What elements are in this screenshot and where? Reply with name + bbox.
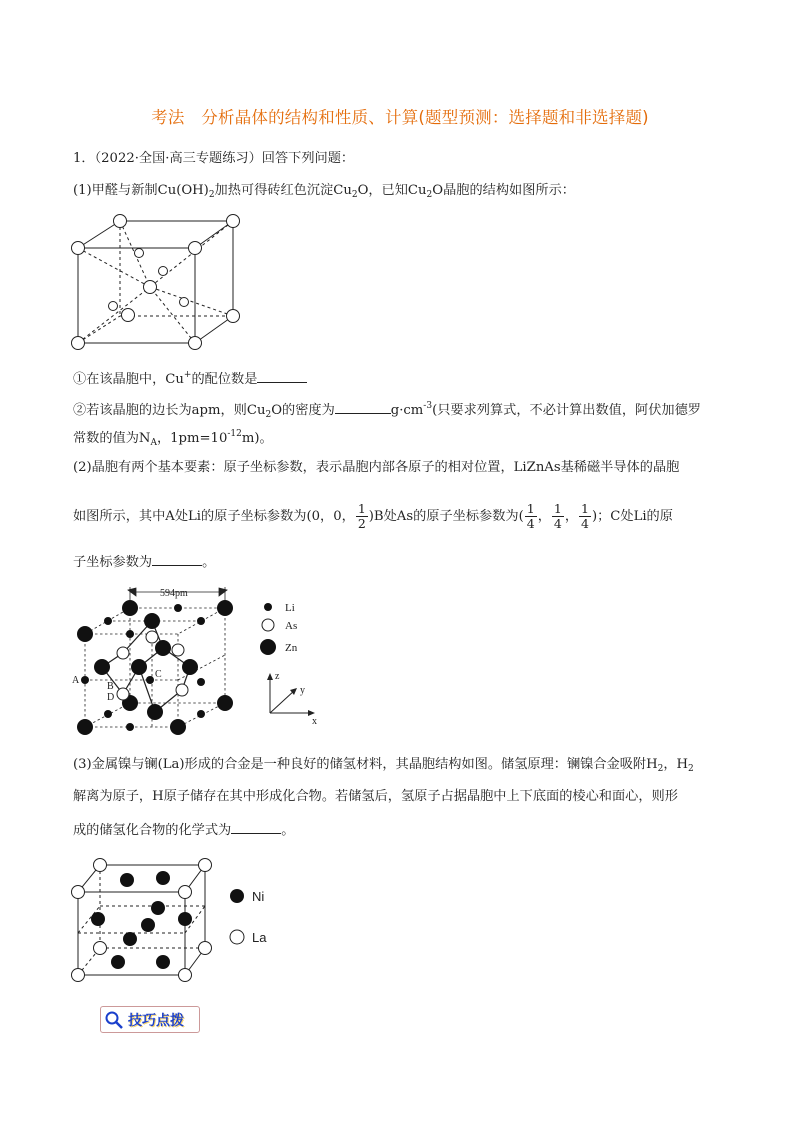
q1-part1-text: (1)甲醛与新制$Cu(OH)_2$加热可得砖红色沉淀$Cu_2O$，已知$Cu_2O$晶胞的结构如图所示： xyxy=(73,183,575,200)
atom-corner xyxy=(227,310,240,323)
atom-corner xyxy=(72,242,85,255)
tips-badge[interactable] xyxy=(100,1006,200,1033)
zn-atom xyxy=(131,659,147,675)
legend-zn-swatch xyxy=(260,639,276,655)
la-atom xyxy=(72,969,85,982)
atom-inner xyxy=(159,267,168,276)
axis-label-z: z xyxy=(275,671,280,682)
q1-part3-text-cont: 解离为原子，H原子储存在其中形成化合物。若储氢后，氢原子占据晶胞中上下底面的棱心和面心，则形 xyxy=(73,789,678,804)
lizn-as-unit-cell-figure xyxy=(70,580,340,740)
atom-corner xyxy=(189,242,202,255)
zn-atom xyxy=(217,695,233,711)
q1-part1-sub1: ①在该晶胞中，Cu+的配位数是 xyxy=(73,366,307,389)
la-atom xyxy=(199,859,212,872)
answer-blank[interactable] xyxy=(335,400,391,414)
atom-corner xyxy=(72,337,85,350)
cu2o-unit-cell-figure xyxy=(70,210,245,350)
li-atom xyxy=(104,617,112,625)
zn-atom xyxy=(144,613,160,629)
point-label-d: D xyxy=(107,692,115,703)
li-atom xyxy=(174,604,182,612)
legend-li-label: Li xyxy=(285,602,295,614)
dimension-label: 594pm xyxy=(160,588,188,599)
atom-inner xyxy=(135,249,144,258)
axis-label-x: x xyxy=(312,716,317,727)
ni-atom xyxy=(111,955,125,969)
la-atom xyxy=(72,886,85,899)
atom-center xyxy=(144,281,157,294)
ni-atom xyxy=(120,873,134,887)
question-header: 1．（2022·全国·高三专题练习）回答下列问题： xyxy=(73,151,355,166)
as-atom xyxy=(146,631,158,643)
page-title: 考法 分析晶体的结构和性质、计算(题型预测：选择题和非选择题) xyxy=(151,108,649,127)
ni-atom xyxy=(156,871,170,885)
li-atom xyxy=(197,678,205,686)
ni-atom xyxy=(156,955,170,969)
la-atom xyxy=(199,942,212,955)
answer-blank[interactable] xyxy=(152,552,202,566)
la-atom xyxy=(179,969,192,982)
li-atom xyxy=(126,630,134,638)
axis-label-y: y xyxy=(300,685,305,696)
li-atom xyxy=(197,710,205,718)
tips-badge-label: 技巧点拨 xyxy=(128,1012,184,1029)
li-atom xyxy=(81,676,89,684)
atom-inner xyxy=(109,302,118,311)
zn-atom xyxy=(170,719,186,735)
legend-la-label: La xyxy=(252,930,267,945)
point-label-b: B xyxy=(107,681,114,692)
zn-atom xyxy=(94,659,110,675)
answer-blank[interactable] xyxy=(257,369,307,383)
li-atom xyxy=(146,676,154,684)
zn-atom xyxy=(77,626,93,642)
ni-atom xyxy=(151,901,165,915)
atom-center xyxy=(122,309,135,322)
q1-part3-text: (3)金属镍与镧(La)形成的合金是一种良好的储氢材料，其晶胞结构如图。储氢原理：镧镍合金吸附$H_2$，$H_2$ xyxy=(73,757,694,774)
li-atom xyxy=(104,710,112,718)
legend-li-swatch xyxy=(264,603,272,611)
q1-part1-sub2-cont: 常数的值为$N_A$，$1pm=10^{-12}m$)。 xyxy=(73,429,273,448)
q1-part3-question: 成的储氢化合物的化学式为 。 xyxy=(73,820,294,840)
ni-atom xyxy=(91,912,105,926)
q1-part2-text: (2)晶胞有两个基本要素：原子坐标参数，表示晶胞内部各原子的相对位置，LiZnAs基稀磁半导体的晶胞 xyxy=(73,460,680,475)
as-atom xyxy=(117,688,129,700)
legend-as-label: As xyxy=(285,620,298,632)
atom-corner xyxy=(114,215,127,228)
li-atom xyxy=(126,723,134,731)
legend-zn-label: Zn xyxy=(285,642,298,654)
point-label-a: A xyxy=(72,675,80,686)
li-atom xyxy=(197,617,205,625)
q1-part1-sub2: ②若该晶胞的边长为apm，则$Cu_2O$的密度为 $g\cdot cm^{-3}$(只要求列算式，不必计算出数值，阿伏加德罗 xyxy=(73,401,701,420)
answer-blank[interactable] xyxy=(231,820,281,834)
zn-atom xyxy=(182,659,198,675)
la-atom xyxy=(179,886,192,899)
zn-atom xyxy=(147,704,163,720)
zn-atom xyxy=(122,600,138,616)
as-atom xyxy=(117,647,129,659)
atom-inner xyxy=(180,298,189,307)
legend-la-swatch xyxy=(230,930,244,944)
ni-atom xyxy=(141,918,155,932)
zn-atom xyxy=(77,719,93,735)
lani5-unit-cell-figure xyxy=(70,855,290,995)
atom-corner xyxy=(189,337,202,350)
atom-corner xyxy=(227,215,240,228)
ni-atom xyxy=(123,932,137,946)
q1-part2-question: 子坐标参数为 。 xyxy=(73,552,215,572)
as-atom xyxy=(172,644,184,656)
legend-ni-label: Ni xyxy=(252,889,265,904)
legend-ni-swatch xyxy=(230,889,244,903)
la-atom xyxy=(94,942,107,955)
legend-as-swatch xyxy=(262,619,274,631)
zn-atom xyxy=(217,600,233,616)
zn-atom xyxy=(155,640,171,656)
la-atom xyxy=(94,859,107,872)
magnifier-icon xyxy=(104,1010,124,1030)
as-atom xyxy=(176,684,188,696)
ni-atom xyxy=(178,912,192,926)
point-label-c: C xyxy=(155,669,162,680)
q1-part2-text-cont: 如图所示，其中A处Li的原子坐标参数为(0，0， $\frac{1}{2}$ )B处As的原子坐标参数为( $\frac{1}{4}$ ， $\frac{1}{4}$ ， $\frac{1}{4}$ )；C处Li的原 xyxy=(73,501,673,531)
